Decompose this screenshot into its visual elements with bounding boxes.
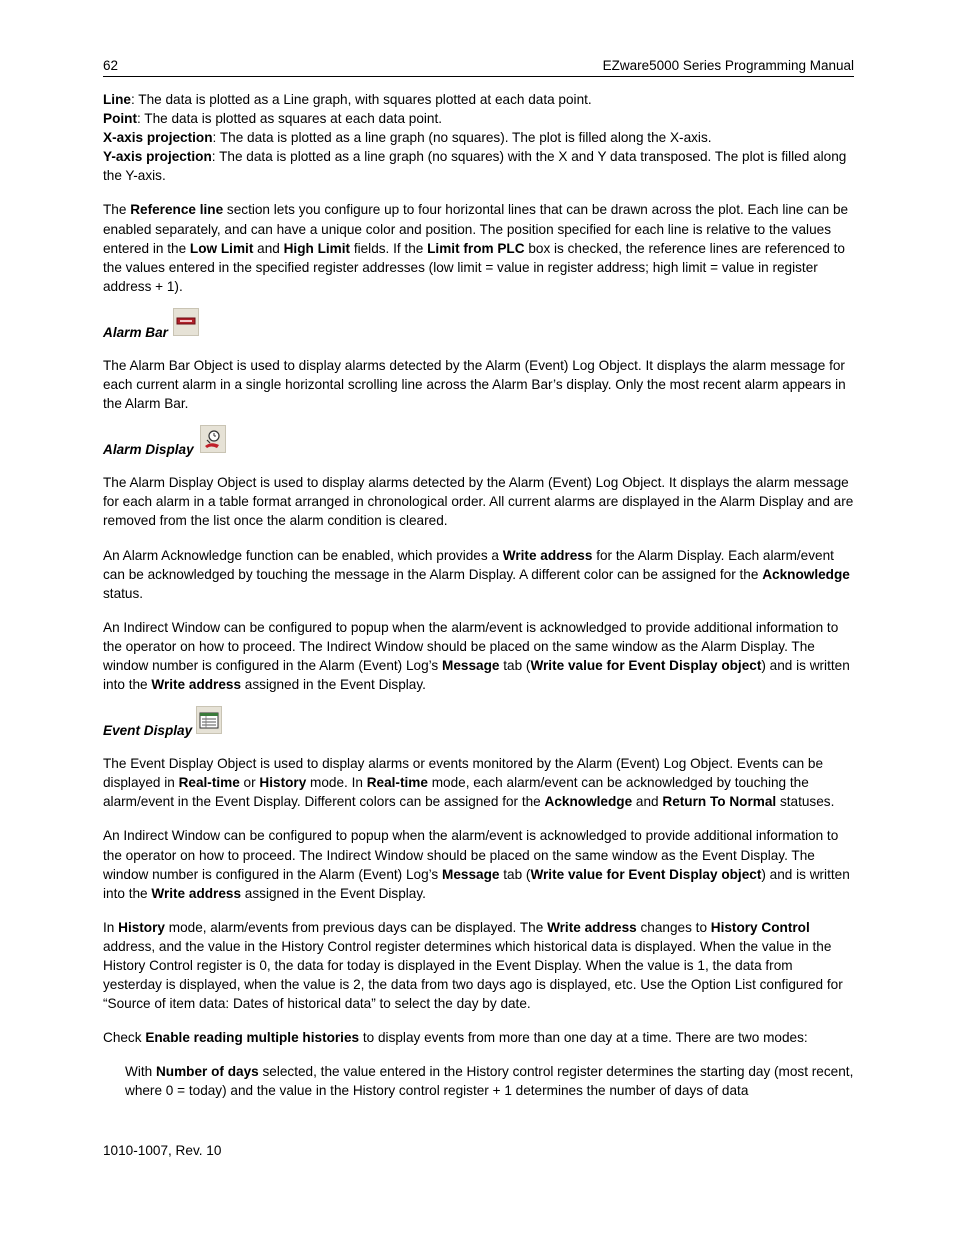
manual-title: EZware5000 Series Programming Manual bbox=[602, 58, 854, 73]
definition-line bbox=[103, 90, 854, 109]
term: X-axis projection bbox=[103, 130, 213, 146]
definition: : The data is plotted as a Line graph, with squares plotted at each data point. bbox=[130, 92, 592, 107]
alarm-display-section-heading bbox=[103, 429, 854, 459]
term: Line bbox=[103, 92, 131, 107]
alarm-bar-heading: Alarm Bar bbox=[103, 324, 168, 340]
alarm-display-heading: Alarm Display bbox=[103, 442, 194, 458]
plot-style-definitions bbox=[103, 90, 854, 185]
alarm-bar-paragraph: The Alarm Bar Object is used to display alarms detected by the Alarm (Event) Log Object. It displays the alarm message for each current alarm in a single horizontal scrolling line across the Alarm Bar’s display. Only the most recent alarm appears in the Alarm Bar. bbox=[103, 357, 846, 412]
definition: : The data is plotted as a line graph (no squares). The plot is filled along the X-axis. bbox=[212, 130, 712, 146]
definition-point bbox=[103, 109, 854, 128]
page-number: 62 bbox=[103, 58, 119, 73]
term: Point bbox=[103, 111, 137, 127]
event-display-section-heading bbox=[103, 710, 854, 740]
event-display-paragraph-3: In History mode, alarm/events from previous days can be displayed. The Write address changes to History Control address, and the value in the History Control register determines which historical data is displayed. When the value in the History Control register is 0, the data for today is displayed in the Event Display. When the value is 1, the data from yesterday is displayed, when the value is 2, the data from two days ago is displayed, etc. Use the Option List configured for “Source of item data: Dates of historical data” to select the day by date. bbox=[103, 919, 843, 1012]
event-display-icon bbox=[196, 706, 222, 734]
event-display-paragraph-4: Check Enable reading multiple histories to display events from more than one day at a time. There are two modes: bbox=[103, 1030, 808, 1046]
page-footer: 1010-1007, Rev. 10 bbox=[103, 1143, 222, 1158]
definition-x-axis-projection bbox=[103, 128, 854, 147]
event-display-paragraph-2: An Indirect Window can be configured to popup when the alarm/event is acknowledged to provide additional information to the operator on how to proceed. The Indirect Window should be placed on the same window as the Event Display. The window number is configured in the Alarm (Event) Log’s Message tab (Write value for Event Display object) and is written into the Write address assigned in the Event Display. bbox=[103, 828, 850, 901]
event-display-heading: Event Display bbox=[103, 723, 193, 739]
reference-line-paragraph: The Reference line section lets you configure up to four horizontal lines that can be drawn across the plot. Each line can be enabled separately, and can have a unique color and position. The position specified for each line is relative to the values entered in the Low Limit and High Limit fields. If the Limit from PLC box is checked, the reference lines are referenced to the values entered in the specified register addresses (low limit = value in register address; high limit = value in register address + 1). bbox=[103, 202, 849, 294]
event-display-paragraph-1: The Event Display Object is used to display alarms or events monitored by the Alarm (Event) Log Object. Events can be displayed in Real-time or History mode. In Real-time mode, each alarm/event can be acknowledged by touching the alarm/event in the Event Display. Different colors can be assigned for the Acknowledge and Return To Normal statuses. bbox=[103, 756, 835, 810]
alarm-bar-icon bbox=[173, 308, 199, 336]
event-display-paragraph-5: With Number of days selected, the value entered in the History control register determines the starting day (most recent, where 0 = today) and the value in the History control register + 1 determines the number of days of data bbox=[125, 1064, 854, 1099]
definition: : The data is plotted as a line graph (no squares) with the X and Y data transposed. The plot is filled along the Y-axis. bbox=[103, 149, 847, 184]
alarm-bar-section-heading bbox=[103, 312, 854, 342]
definition: : The data is plotted as squares at each data point. bbox=[136, 111, 443, 127]
definition-y-axis-projection bbox=[103, 147, 854, 185]
alarm-display-icon bbox=[200, 425, 226, 453]
page-body bbox=[103, 90, 854, 1116]
term: Y-axis projection bbox=[103, 149, 212, 165]
page-header bbox=[103, 57, 854, 77]
alarm-display-paragraph-1: The Alarm Display Object is used to display alarms detected by the Alarm (Event) Log Object. It displays the alarm message for each alarm in a table format arranged in chronological order. All current alarms are displayed in the Alarm Display and are removed from the list once the alarm condition is cleared. bbox=[103, 475, 854, 529]
alarm-display-paragraph-3: An Indirect Window can be configured to popup when the alarm/event is acknowledged to provide additional information to the operator on how to proceed. The Indirect Window should be placed on the same window as the Alarm Display. The window number is configured in the Alarm (Event) Log’s Message tab (Write value for Event Display object) and is written into the Write address assigned in the Event Display. bbox=[103, 619, 850, 693]
alarm-display-paragraph-2: An Alarm Acknowledge function can be enabled, which provides a Write address for the Alarm Display. Each alarm/event can be acknowledged by touching the message in the Alarm Display. A different color can be assigned for the Acknowledge status. bbox=[103, 547, 850, 601]
